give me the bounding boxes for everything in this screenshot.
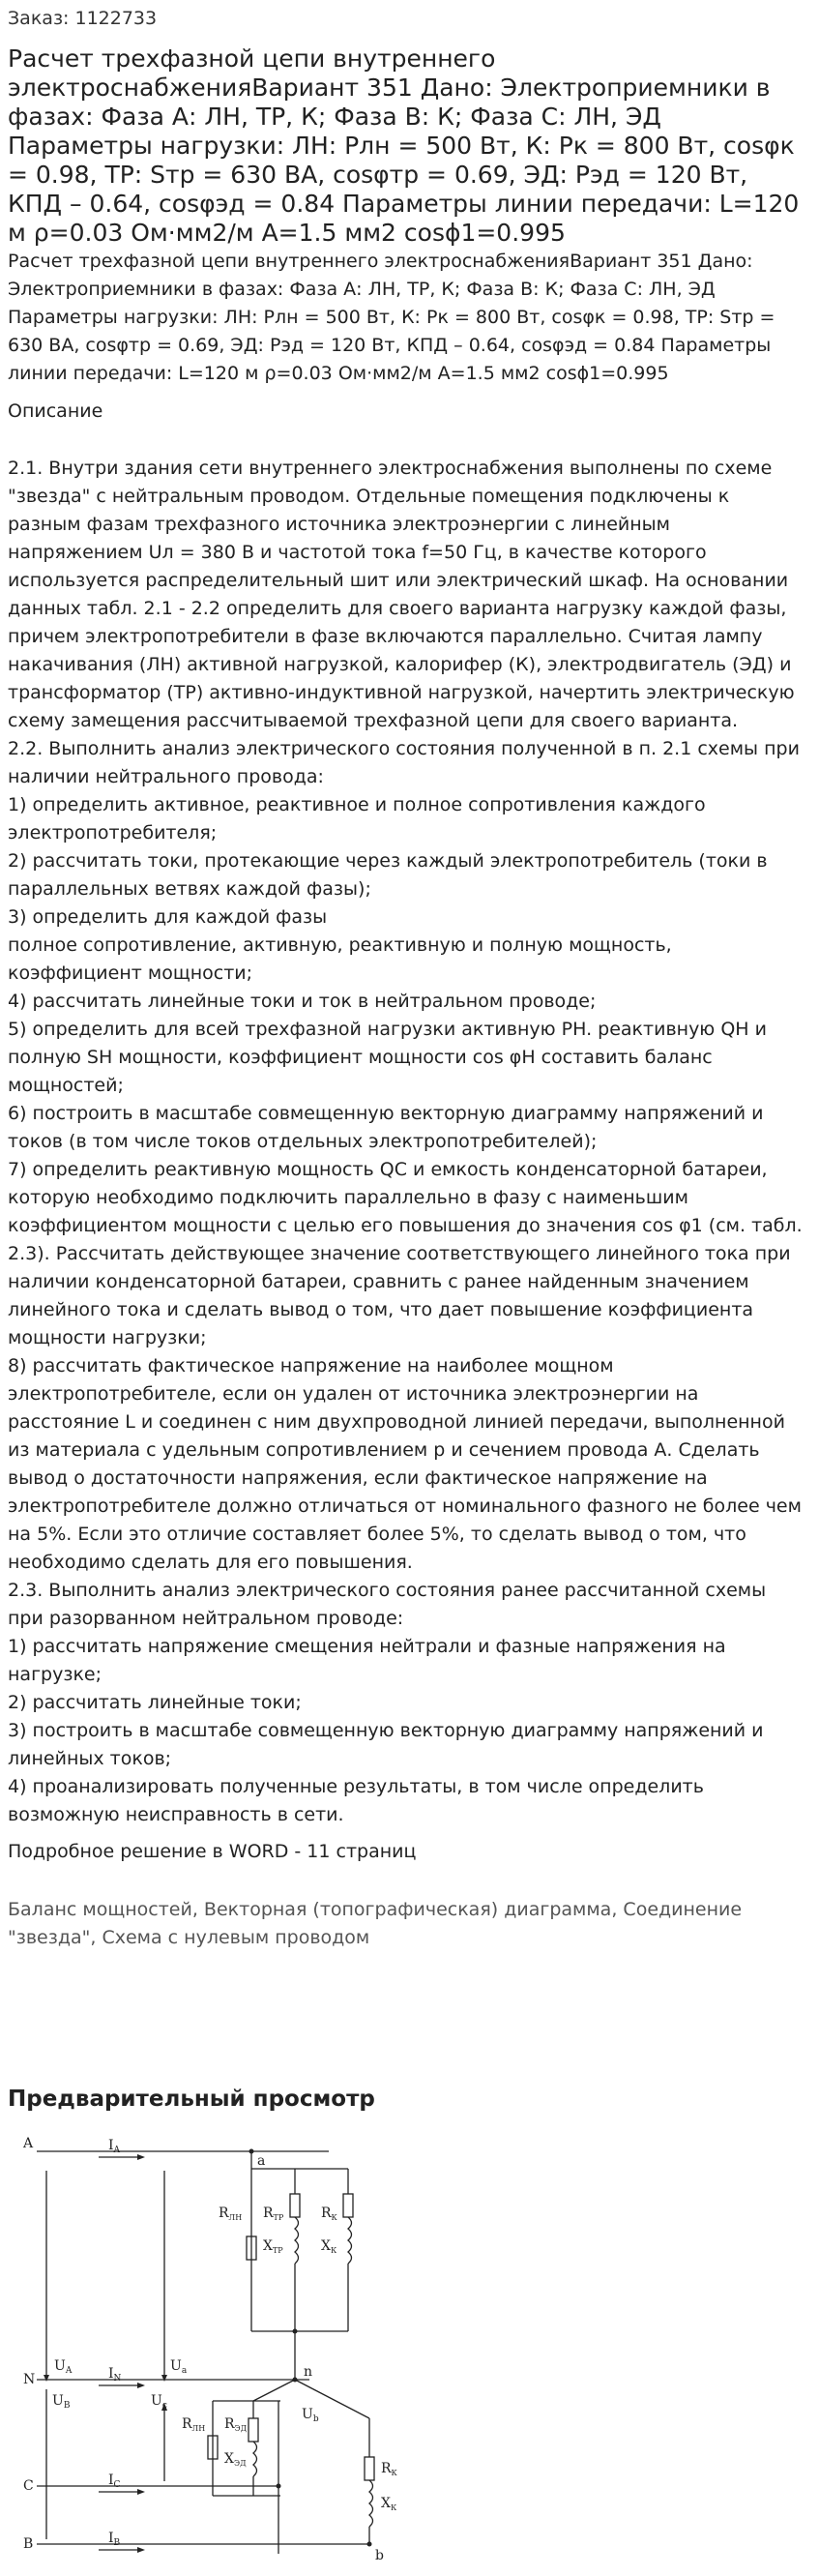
node-label: A xyxy=(23,2136,34,2151)
desc-paragraph: 3) определить для каждой фазы xyxy=(8,906,328,928)
tag-link[interactable]: Соединение "звезда" xyxy=(8,1899,743,1948)
component-label: $R_К$ xyxy=(381,2461,397,2477)
component-label: $X_{ЭД}$ xyxy=(224,2451,247,2468)
component-label: $R_{ЛН}$ xyxy=(219,2206,243,2222)
voltage-label: $U_c$ xyxy=(151,2393,167,2411)
tag-link[interactable]: Векторная (топографическая) диаграмма xyxy=(203,1899,612,1920)
desc-paragraph: 5) определить для всей трехфазной нагрузки активную PH. реактивную QH и полную SH мощности, коэффициент мощности cos φH составить баланс мощностей; xyxy=(8,1019,767,1096)
node-label: B xyxy=(23,2536,34,2552)
tag-list: Баланс мощностей, Векторная (топографическая) диаграмма, Соединение "звезда", Схема с нулевым проводом xyxy=(8,1899,743,1948)
current-label: $I_B$ xyxy=(108,2531,121,2548)
circuit-diagram-preview xyxy=(19,2128,425,2563)
tag-link[interactable]: Схема с нулевым проводом xyxy=(102,1927,370,1948)
desc-paragraph: 2.3. Выполнить анализ электрического состояния ранее рассчитанной схемы при разорванном нейтральном проводе: xyxy=(8,1580,767,1629)
desc-paragraph: 2.1. Внутри здания сети внутреннего электроснабжения выполнены по схеме "звезда" с нейтральным проводом. Отдельные помещения подключены к разным фазам трехфазного источника электроэнергии с линейным напряжением Uл = 380 В и частотой тока f=50 Гц, в качестве которого используется распределительный шит или электрический шкаф. На основании данных табл. 2.1 - 2.2 определить для своего варианта нагрузку каждой фазы, причем электропотребители в фазе включаются параллельно. Считая лампу накачивания (ЛН) активной нагрузкой, калорифер (К), электродвигатель (ЭД) и трансформатор (ТР) активно-индуктивной нагрузкой, начертить электрическую схему замещения рассчитываемой трехфазной цепи для своего варианта. xyxy=(8,458,795,731)
current-label: $I_A$ xyxy=(108,2138,121,2155)
desc-paragraph: 4) рассчитать линейные токи и ток в нейтральном проводе; xyxy=(8,991,597,1012)
component-label: $X_К$ xyxy=(321,2238,337,2255)
current-label: $I_C$ xyxy=(108,2472,121,2490)
node-label: b xyxy=(375,2548,384,2563)
voltage-label: $U_b$ xyxy=(302,2407,319,2424)
node-label: C xyxy=(23,2478,34,2494)
component-label: $X_{ТР}$ xyxy=(263,2238,283,2255)
current-label: $I_N$ xyxy=(108,2366,122,2384)
desc-paragraph: 2) рассчитать линейные токи; xyxy=(8,1692,302,1713)
node-label: N xyxy=(23,2372,36,2387)
description-label: Описание xyxy=(8,400,103,422)
word-document-note: Подробное решение в WORD - 11 страниц xyxy=(8,1841,417,1862)
desc-paragraph: полное сопротивление, активную, реактивную и полную мощность, коэффициент мощности; xyxy=(8,934,672,984)
description-body xyxy=(8,455,806,1829)
page-title: Расчет трехфазной цепи внутреннего электроснабженияВариант 351 Дано: Электроприемники в фазах: Фаза А: ЛН, ТР, К; Фаза В: К; Фаза С: ЛН, ЭД Параметры нагрузки: ЛН: Pлн = 500 Вт, К: Pк = 800 Вт, cosφк = 0.98, ТР: Sтр = 630 ВА, cosφтр = 0.69, ЭД: Pэд = 120 Вт, КПД – 0.64, cosφэд = 0.84 Параметры линии передачи: L=120 м ρ=0.03 Ом·мм2/м A=1.5 мм2 cosϕ1=0.995 xyxy=(8,44,800,247)
voltage-label: $U_A$ xyxy=(54,2358,73,2376)
component-label: $R_{ЛН}$ xyxy=(182,2416,206,2433)
desc-paragraph: 6) построить в масштабе совмещенную векторную диаграмму напряжений и токов (в том числе токов отдельных электропотребителей); xyxy=(8,1103,764,1152)
node-label: a xyxy=(257,2153,266,2169)
component-label: $R_{ТР}$ xyxy=(263,2206,284,2222)
component-label: $R_К$ xyxy=(321,2206,337,2222)
desc-paragraph: 4) проанализировать полученные результаты, в том числе определить возможную неисправность в сети. xyxy=(8,1776,704,1825)
desc-paragraph: 2.2. Выполнить анализ электрического состояния полученной в п. 2.1 схемы при наличии нейтрального провода: xyxy=(8,738,800,787)
component-label: $X_К$ xyxy=(381,2496,397,2512)
desc-paragraph: 7) определить реактивную мощность QC и емкость конденсаторной батареи, которую необходимо подключить параллельно в фазу с наименьшим коэффициентом мощности с целью его повышения до значения cos φ1 (см. табл. 2.3). Рассчитать действующее значение соответствующего линейного тока при наличии конденсаторной батареи, сравнить с ранее найденным значением линейного тока и сделать вывод о том, что дает повышение коэффициента мощности нагрузки; xyxy=(8,1159,803,1348)
task-summary: Расчет трехфазной цепи внутреннего электроснабженияВариант 351 Дано: Электроприемники в фазах: Фаза А: ЛН, ТР, К; Фаза В: К; Фаза С: ЛН, ЭД Параметры нагрузки: ЛН: Pлн = 500 Вт, К: Pк = 800 Вт, cosφк = 0.98, ТР: Sтр = 630 ВА, cosφтр = 0.69, ЭД: Pэд = 120 Вт, КПД – 0.64, cosφэд = 0.84 Параметры линии передачи: L=120 м ρ=0.03 Ом·мм2/м A=1.5 мм2 cosϕ1=0.995 xyxy=(8,251,775,384)
desc-paragraph: 3) построить в масштабе совмещенную векторную диаграмму напряжений и линейных токов; xyxy=(8,1720,764,1769)
voltage-label: $U_a$ xyxy=(170,2358,188,2376)
desc-paragraph: 8) рассчитать фактическое напряжение на наиболее мощном электропотребителе, если он удален от источника электроэнергии на расстояние L и соединен с ним двухпроводной линией передачи, выполненной из материала с удельным сопротивлением р и сечением провода А. Сделать вывод о достаточности напряжения, если фактическое напряжение на электропотребителе должно отличаться от номинального фазного не более чем на 5%. Если это отличие составляет более 5%, то сделать вывод о том, что необходимо сделать для его повышения. xyxy=(8,1355,802,1573)
component-label: $R_{ЭД}$ xyxy=(224,2416,248,2433)
desc-paragraph: 1) определить активное, реактивное и полное сопротивления каждого электропотребителя; xyxy=(8,794,706,844)
preview-heading: Предварительный просмотр xyxy=(8,2087,375,2112)
circuit-schematic xyxy=(19,2128,425,2563)
desc-paragraph: 1) рассчитать напряжение смещения нейтрали и фазные напряжения на нагрузке; xyxy=(8,1636,726,1685)
voltage-label: $U_B$ xyxy=(52,2393,71,2411)
node-label: n xyxy=(304,2364,313,2380)
desc-paragraph: 2) рассчитать токи, протекающие через каждый электропотребитель (токи в параллельных ветвях каждой фазы); xyxy=(8,850,768,900)
order-number: Заказ: 1122733 xyxy=(8,8,158,29)
tag-link[interactable]: Баланс мощностей xyxy=(8,1899,192,1920)
